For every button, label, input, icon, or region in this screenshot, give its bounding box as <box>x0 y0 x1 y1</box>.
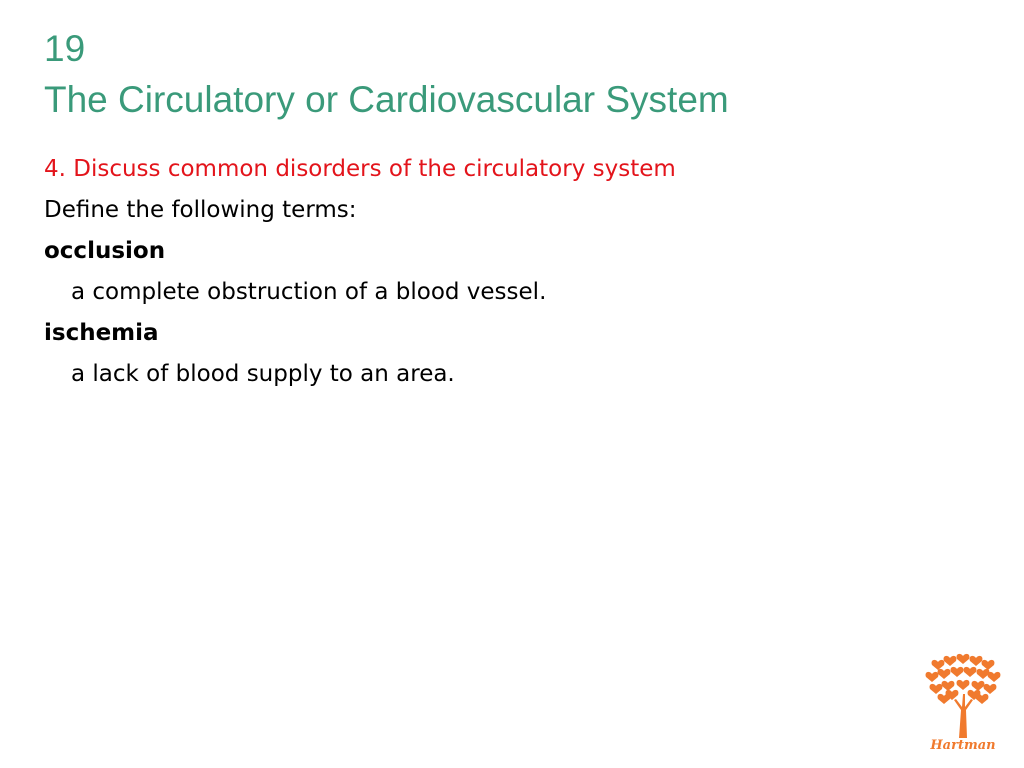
definition-occlusion: a complete obstruction of a blood vessel. <box>71 279 547 305</box>
intro-text: Define the following terms: <box>44 197 357 223</box>
slide-body <box>44 150 974 396</box>
logo-wordmark: Hartman <box>930 738 996 753</box>
chapter-title: The Circulatory or Cardiovascular System <box>44 79 729 120</box>
term-ischemia: ischemia <box>44 320 159 346</box>
definition-ischemia: a lack of blood supply to an area. <box>71 361 455 387</box>
chapter-number: 19 <box>44 28 86 69</box>
learning-objective: 4. Discuss common disorders of the circulatory system <box>44 156 676 182</box>
hartman-logo <box>918 652 1008 758</box>
heart-tree-icon <box>918 652 1008 738</box>
term-occlusion: occlusion <box>44 238 166 264</box>
